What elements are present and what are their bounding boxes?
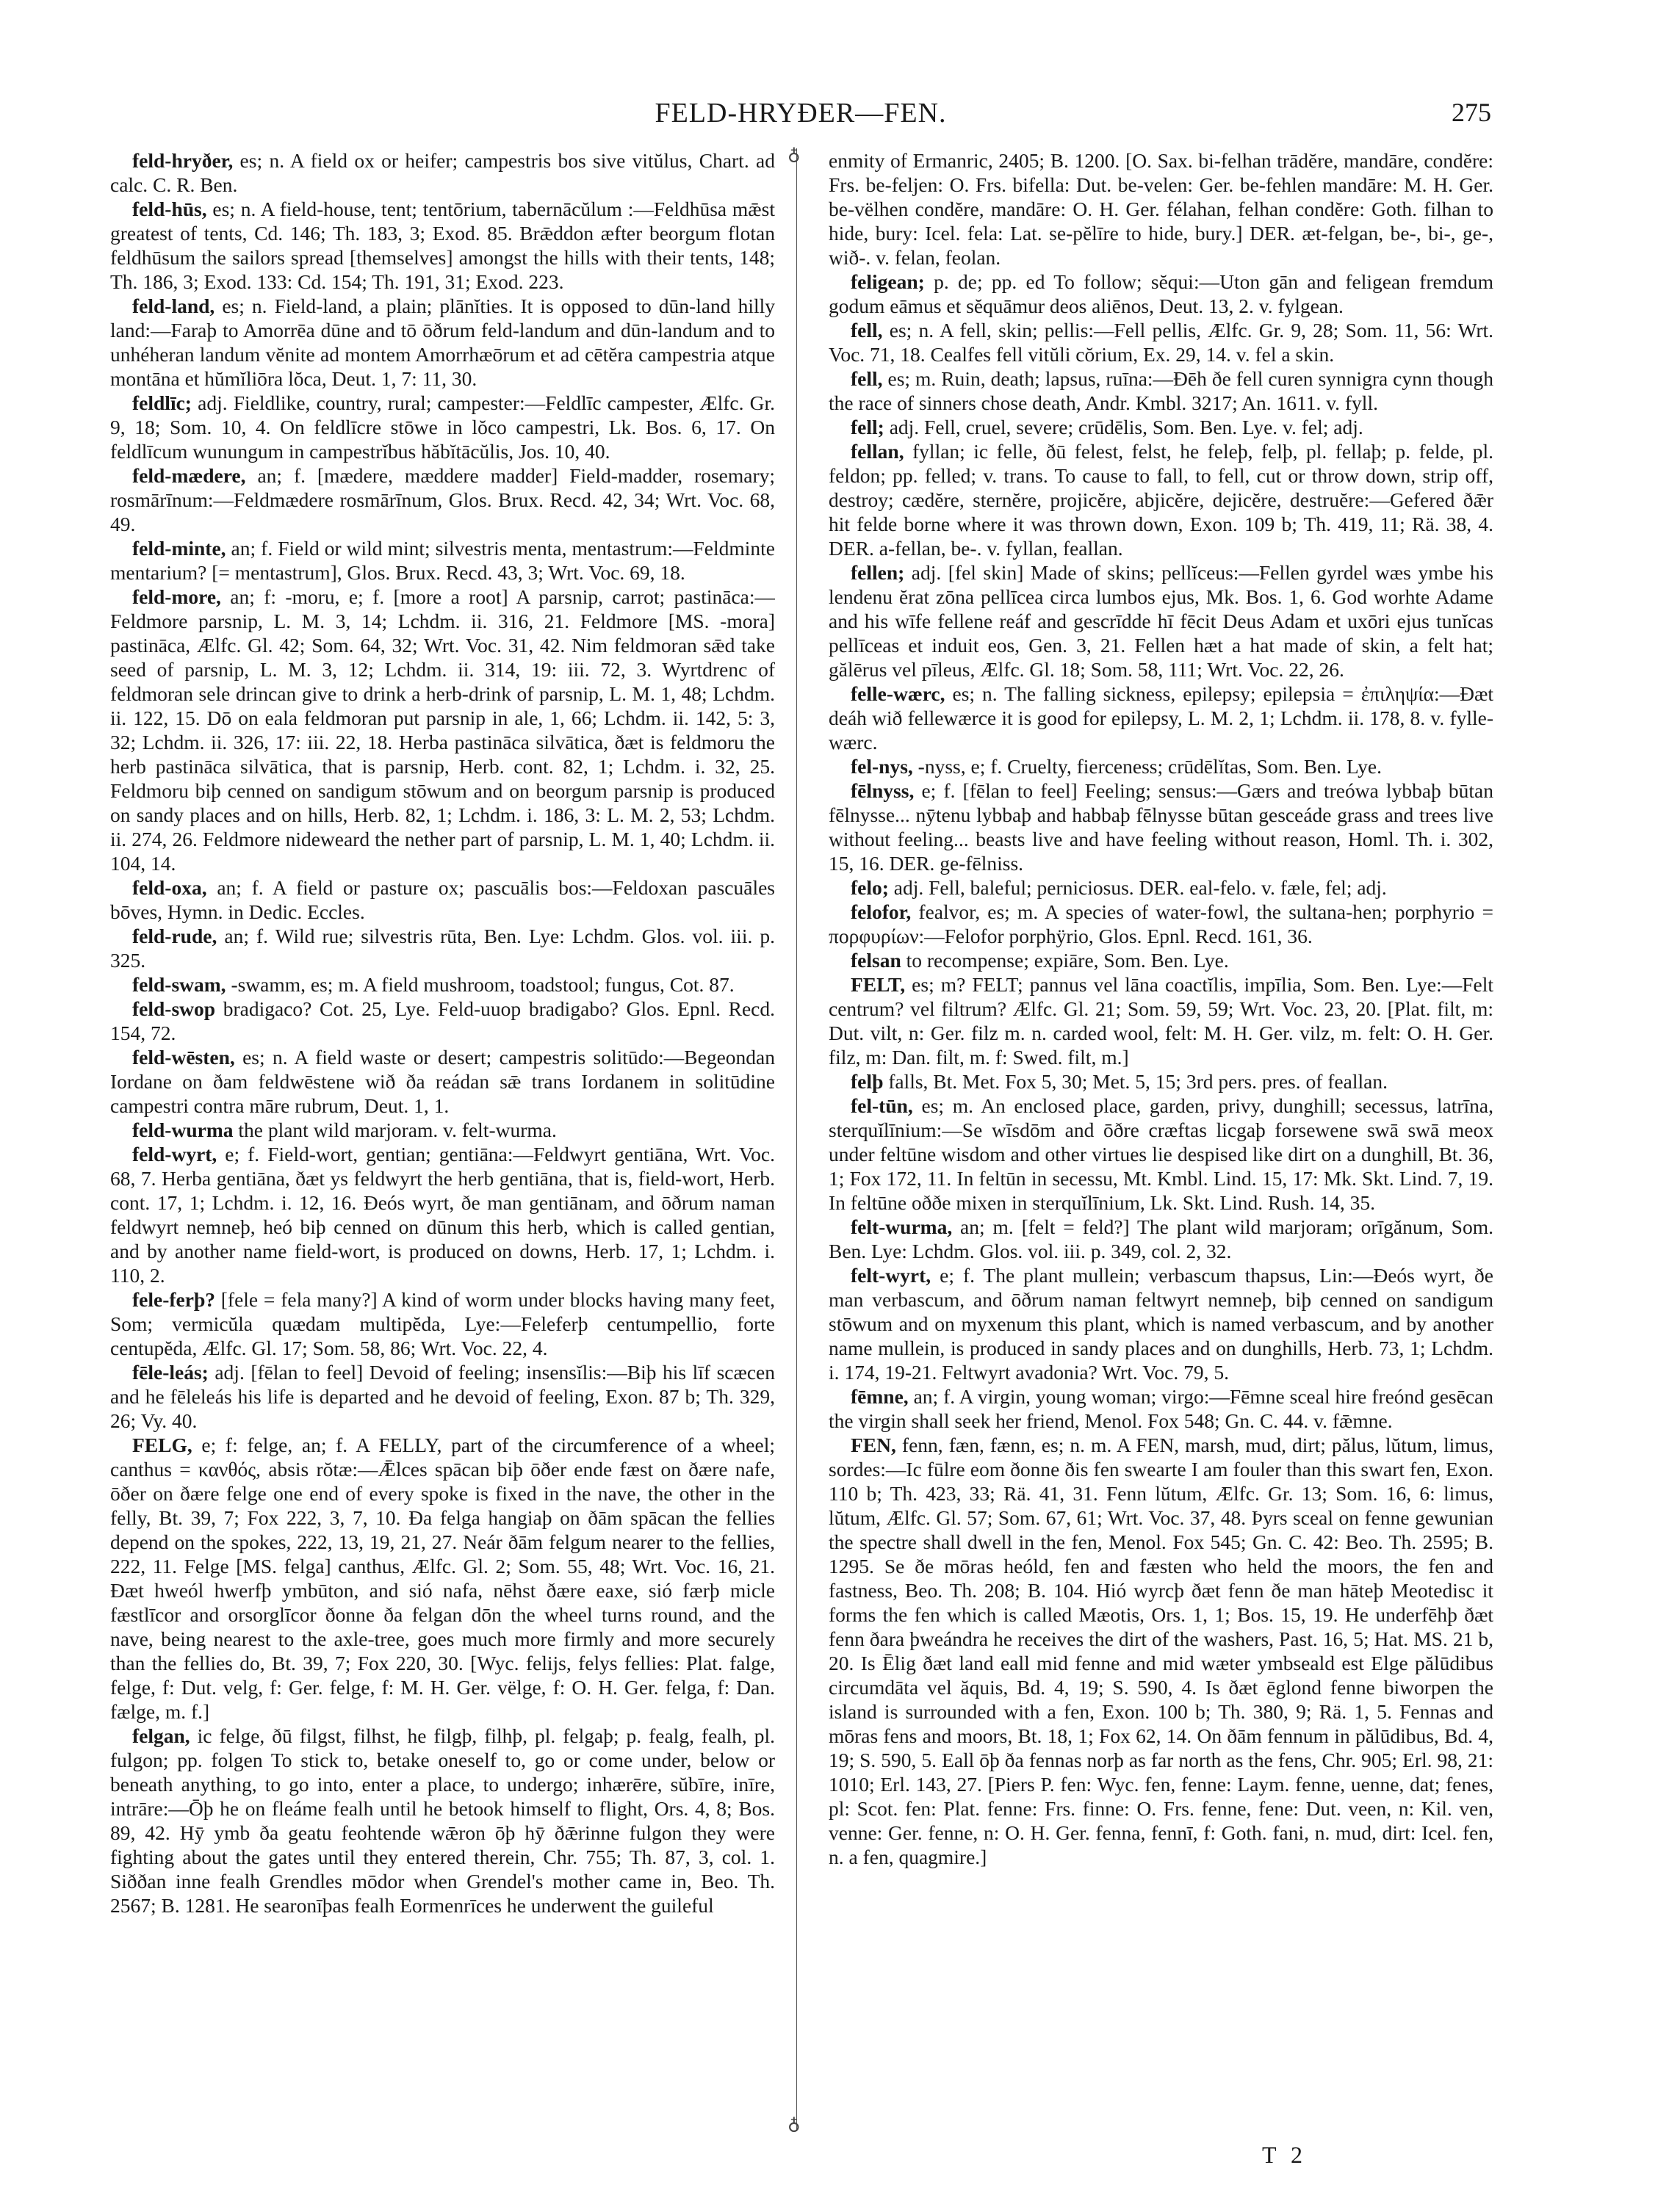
dictionary-entry (110, 585, 775, 875)
dictionary-entry (829, 1094, 1493, 1215)
entry-headword: felo; (851, 876, 889, 899)
dictionary-entry (110, 1433, 775, 1724)
signature-mark: T 2 (1262, 2141, 1307, 2168)
dictionary-entry (110, 1142, 775, 1287)
dictionary-entry (829, 1384, 1493, 1433)
dictionary-entry (110, 148, 775, 197)
entry-definition: adj. [fēlan to feel] Devoid of feeling; insensĭlis:—Biþ his līf scæcen and he fēleleás his life is departed and he devoid of feeling, Exon. 87 b; Th. 329, 26; Vy. 40. (110, 1361, 775, 1432)
entry-headword: feld-rude, (132, 925, 217, 947)
entry-headword: felt-wyrt, (851, 1264, 931, 1287)
dictionary-entry (829, 439, 1493, 560)
entry-headword: felofor, (851, 900, 912, 923)
dictionary-entry (110, 972, 775, 997)
entry-headword: fēlnyss, (851, 779, 915, 802)
dictionary-entry (110, 1360, 775, 1433)
entry-headword: feldlīc; (132, 391, 192, 414)
entry-definition: es; n. Field-land, a plain; plānĭties. It is opposed to dūn-land hilly land:—Faraþ to Amorrēa dūne and tō ōðrum feld-landum and dūn-landum and to unhéheran landum vĕnite ad montem Amorrhæōrum et ad cētĕra campestria atque montāna et hŭmĭliōra lŏca, Deut. 1, 7: 11, 30. (110, 294, 775, 390)
dictionary-entry (110, 997, 775, 1045)
entry-definition: es; m. Ruin, death; lapsus, ruīna:—Ðēh ðe fell curen synnigra cynn though the race of sinners chose death, Andr. Kmbl. 3217; An. 1611. v. fyll. (829, 367, 1493, 414)
dictionary-entry (110, 463, 775, 536)
dictionary-entry (829, 1433, 1493, 1869)
entry-definition: an; m. [felt = feld?] The plant wild marjoram; orīgănum, Som. Ben. Lye: Lchdm. Glos. vol. iii. p. 349, col. 2, 32. (829, 1215, 1493, 1262)
entry-headword: felt-wurma, (851, 1215, 953, 1238)
entry-headword: feld-wyrt, (132, 1143, 217, 1165)
entry-definition: adj. Fell, cruel, severe; crūdēlis, Som. Ben. Lye. v. fel; adj. (884, 416, 1363, 438)
entry-definition: an; f. Wild rue; silvestris rūta, Ben. Lye: Lchdm. Glos. vol. iii. p. 325. (110, 925, 775, 972)
entry-definition: an; f. A field or pasture ox; pascuālis bos:—Feldoxan pascuāles bōves, Hymn. in Dedic. Eccles. (110, 876, 775, 923)
ornament-top-icon: ♁ (787, 145, 801, 165)
entry-definition: -swamm, es; m. A field mushroom, toadstool; fungus, Cot. 87. (226, 973, 735, 996)
entry-definition: an; f. A virgin, young woman; virgo:—Fēmne sceal hire freónd gesēcan the virgin shall seek her friend, Menol. Fox 548; Gn. C. 44. v. fǣmne. (829, 1385, 1493, 1432)
entry-definition: fyllan; ic felle, ðū felest, felst, he feleþ, felþ, pl. fellaþ; p. felde, pl. feldon; pp. felled; v. trans. To cause to fall, to fell, cut or throw down, strip off, destroy; cædĕre, sternĕre, projicĕre, abjicĕre, dejicĕre, destruĕre:—Gefered ðǣr hit felde borne where it was thrown down, Exon. 109 b; Th. 419, 11; Rä. 38, 4. DER. a-fellan, be-. v. fyllan, feallan. (829, 440, 1493, 560)
entry-definition: -nyss, e; f. Cruelty, fierceness; crūdēlĭtas, Som. Ben. Lye. (912, 755, 1383, 778)
entry-headword: feld-more, (132, 585, 221, 608)
entry-definition: an; f. Field or wild mint; silvestris menta, mentastrum:—Feldminte mentarium? [= mentastrum], Glos. Brux. Recd. 43, 3; Wrt. Voc. 69, 18. (110, 537, 775, 584)
dictionary-entry (829, 778, 1493, 875)
dictionary-entry (829, 1215, 1493, 1263)
entry-definition: e; f. [fēlan to feel] Feeling; sensus:—Gærs and treówa lybbaþ būtan fēlnysse... nȳtenu lybbaþ and habbaþ fēlnysse būtan gesceáde grass and trees live without feeling... beasts live and have feeling without reason, Homl. Th. i. 302, 15, 16. DER. ge-fēlniss. (829, 779, 1493, 875)
entry-headword: fell, (851, 319, 883, 341)
entry-definition: [fele = fela many?] A kind of worm under blocks having many feet, Som; vermicŭla quædam multipĕda, Lye:—Feleferþ centumpellio, forte centupĕda, Ælfc. Gl. 17; Som. 58, 86; Wrt. Voc. 22, 4. (110, 1288, 775, 1359)
entry-definition: e; f: felge, an; f. A FELLY, part of the circumference of a wheel; canthus = κανθός, absis rŏtæ:—Ǣlces spācan biþ ōðer ende fæst on ðære nafe, ōðer on ðære felge one end of every spoke is fixed in the nave, the other in the felly, Bt. 39, 7; Fox 222, 3, 7, 10. Ða felga hangiaþ on ðām spācan the fellies depend on the spokes, 222, 13, 19, 21, 27. Neár ðām felgum nearer to the fellies, 222, 11. Felge [MS. felga] canthus, Ælfc. Gl. 2; Som. 55, 48; Wrt. Voc. 16, 21. Ðæt hweól hwerfþ ymbūton, and sió nafa, nēhst ðære eaxe, sió færþ micle fæstlīcor and orsorglīcor ðonne ða felgan dōn the wheel turns round, and the nave, being nearest to the axle-tree, goes much more firmly and more securely than the fellies do, Bt. 39, 7; Fox 220, 30. [Wyc. felijs, felys fellies: Plat. falge, felge, f: Dut. velg, f: Ger. felge, f: M. H. Ger. vëlge, f: O. H. Ger. felga, f: Dan. fælge, m. f.] (110, 1434, 775, 1723)
dictionary-entry (829, 754, 1493, 778)
entry-headword: feld-oxa, (132, 876, 207, 899)
entry-headword: feld-wurma (132, 1118, 234, 1141)
dictionary-entry (829, 900, 1493, 948)
dictionary-entry (829, 270, 1493, 318)
entry-definition: adj. Fieldlike, country, rural; campester:—Feldlīc campester, Ælfc. Gr. 9, 18; Som. 10, 4. On feldlīcre stōwe in lŏco campestri, Lk. Bos. 6, 17. On feldlīcum wunungum in campestrĭbus hăbĭtācŭlis, Jos. 10, 40. (110, 391, 775, 463)
entry-definition: e; f. Field-wort, gentian; gentiāna:—Feldwyrt gentiāna, Wrt. Voc. 68, 7. Herba gentiāna, ðæt ys feldwyrt the herb gentiāna, that is, field-wort, Herb. cont. 17, 1; Lchdm. i. 12, 16. Ðeós wyrt, ðe man gentiānam, and ōðrum naman feldwyrt nemneþ, heó biþ cenned on dūnum this herb, which is called gentian, and by another name field-wort, is produced on downs, Herb. 17, 1; Lchdm. i. 110, 2. (110, 1143, 775, 1287)
entry-headword: FELT, (851, 973, 906, 996)
entry-definition: es; m? FELT; pannus vel lāna coactĭlis, impīlia, Som. Ben. Lye:—Felt centrum? vel filtrum? Ælfc. Gl. 21; Som. 59, 59; Wrt. Voc. 23, 20. [Plat. filt, m: Dut. vilt, n: Ger. filz m. n. carded wool, felt: M. H. Ger. vilz, m. felt: O. H. Ger. filz, m: Dan. filt, m. f: Swed. filt, m.] (829, 973, 1493, 1069)
column-divider (796, 148, 797, 2131)
dictionary-entry (829, 318, 1493, 366)
entry-definition: adj. Fell, baleful; perniciosus. DER. eal-felo. v. fæle, fel; adj. (888, 876, 1387, 899)
dictionary-entry (110, 875, 775, 924)
right-column (829, 148, 1493, 2131)
entry-headword: feld-swam, (132, 973, 226, 996)
entry-definition: an; f: -moru, e; f. [more a root] A parsnip, carrot; pastināca:—Feldmore parsnip, L. M. 3, 14; Lchdm. ii. 316, 21. Feldmore [MS. -mora] pastināca, Ælfc. Gl. 42; Som. 64, 32; Wrt. Voc. 31, 42. Nim feldmoran sǣd take seed of parsnip, L. M. 3, 12; Lchdm. ii. 314, 19: iii. 72, 3. Wyrtdrenc of feldmoran sele drincan give to drink a herb-drink of parsnip, L. M. 1, 48; Lchdm. ii. 122, 15. Dō on eala feldmoran put parsnip in ale, 1, 66; Lchdm. ii. 142, 5: 3, 32; Lchdm. ii. 326, 17: iii. 22, 18. Herba pastināca silvātica, ðæt is feldmoru the herb pastināca silvātica, that is parsnip, Herb. cont. 82, 1; Lchdm. i. 32, 25. Feldmoru biþ cenned on sandigum stōwum and on beorgum parsnip is produced on sandy places and on hills, Herb. 82, 1; Lchdm. i. 186, 3: L. M. 2, 53; Lchdm. ii. 274, 26. Feldmore nideweard the nether part of parsnip, L. M. 1, 40; Lchdm. ii. 104, 14. (110, 585, 775, 875)
entry-definition: es; n. A field ox or heifer; campestris bos sive vitŭlus, Chart. ad calc. C. R. Ben. (110, 149, 775, 196)
ornament-bottom-icon: ♁ (787, 2115, 801, 2134)
entry-definition: es; n. A field-house, tent; tentōrium, tabernācŭlum :—Feldhūsa mǣst greatest of tents, Cd. 146; Th. 183, 3; Exod. 85. Brǣddon æfter beorgum flotan feldhūsum the sailors spread [themselves] amongst the hills with their tents, 148; Th. 186, 3; Exod. 133: Cd. 154; Th. 191, 31; Exod. 223. (110, 198, 775, 293)
entry-definition: es; n. A field waste or desert; campestris solitūdo:—Begeondan Iordane on ðam feldwēstene wið ða reádan sǣ trans Iordanem in solitūdine campestri contra māre rubrum, Deut. 1, 1. (110, 1046, 775, 1117)
dictionary-entry (829, 560, 1493, 682)
entry-headword: felle-wærc, (851, 682, 945, 705)
dictionary-entry (110, 924, 775, 972)
entry-headword: felþ (851, 1070, 884, 1093)
entry-headword: fēle-leás; (132, 1361, 209, 1384)
entry-definition: the plant wild marjoram. v. felt-wurma. (233, 1118, 557, 1141)
entry-definition: p. de; pp. ed To follow; sĕqui:—Uton gān and feligean fremdum godum eāmus et sĕquāmur deos aliēnos, Deut. 13, 2. v. fylgean. (829, 270, 1493, 317)
dictionary-entry (829, 415, 1493, 439)
entry-headword: FEN, (851, 1434, 896, 1456)
entry-headword: fellan, (851, 440, 904, 463)
dictionary-entry (829, 875, 1493, 900)
entry-headword: fel-nys, (851, 755, 913, 778)
entry-definition: enmity of Ermanric, 2405; B. 1200. [O. Sax. bi-felhan trādĕre, mandāre, condĕre: Frs. be-feljen: O. Frs. bifella: Dut. be-velen: Ger. be-fehlen mandāre: M. H. Ger. be-vëlhen condĕre, mandāre: O. H. Ger. félahan, felhan condĕre: Goth. filhan to hide, bury: Icel. fela: Lat. se-pĕlīre to hide, bury.] DER. æt-felgan, be-, bi-, ge-, wið-. v. felan, feolan. (829, 149, 1493, 269)
dictionary-entry (110, 391, 775, 463)
entry-headword: fellen; (851, 561, 905, 584)
dictionary-entry (110, 1287, 775, 1360)
entry-headword: felgan, (132, 1724, 190, 1747)
entry-headword: feld-minte, (132, 537, 226, 560)
entry-definition: es; n. A fell, skin; pellis:—Fell pellis, Ælfc. Gr. 9, 28; Som. 11, 56: Wrt. Voc. 71, 18. Cealfes fell vitŭli cŏrium, Ex. 29, 14. v. fel a skin. (829, 319, 1493, 366)
entry-definition: falls, Bt. Met. Fox 5, 30; Met. 5, 15; 3rd pers. pres. of feallan. (883, 1070, 1388, 1093)
entry-definition: es; n. The falling sickness, epilepsy; epilepsia = ἐπιληψία:—Ðæt deáh wið fellewærce it is good for epilepsy, L. M. 2, 1; Lchdm. ii. 178, 8. v. fylle-wærc. (829, 682, 1493, 753)
entry-definition: bradigaco? Cot. 25, Lye. Feld-uuop bradigabo? Glos. Epnl. Recd. 154, 72. (110, 997, 775, 1044)
dictionary-entry (829, 972, 1493, 1069)
page-header (110, 97, 1491, 134)
dictionary-entry (110, 1724, 775, 1918)
entry-definition: ic felge, ðū filgst, filhst, he filgþ, filhþ, pl. felgaþ; p. fealg, fealh, pl. fulgon; pp. folgen To stick to, betake oneself to, go or come under, below or beneath anything, to go into, enter a place, to undergo; inhærēre, sŭbīre, inīre, intrāre:—Ōþ he on fleáme fealh until he betook himself to flight, Ors. 4, 8; Bos. 89, 42. Hȳ ymb ða geatu feohtende wǣron ōþ hȳ ðǣrinne fulgon they were fighting about the gates until they entered therein, Chr. 755; Th. 87, 3, col. 1. Siððan inne fealh Grendles mōdor when Grendel's mother came in, Beo. Th. 2567; B. 1281. He searonīþas fealh Eormenrīces he underwent the guileful (110, 1724, 775, 1917)
entry-definition: to recompense; expiāre, Som. Ben. Lye. (901, 949, 1229, 972)
entry-headword: feligean; (851, 270, 925, 293)
dictionary-entry (110, 1045, 775, 1118)
entry-headword: fēmne, (851, 1385, 909, 1408)
entry-headword: fell, (851, 367, 883, 390)
entry-headword: fele-ferþ? (132, 1288, 215, 1311)
entry-headword: fel-tūn, (851, 1094, 913, 1117)
entry-headword: feld-mædere, (132, 464, 246, 487)
entry-definition: adj. [fel skin] Made of skins; pellĭceus:—Fellen gyrdel wæs ymbe his lendenu ĕrat zōna pellīcea circa lumbos ejus, Mk. Bos. 1, 6. God worhte Adame and his wīfe fellene reáf and gescrīdde hī fēcit Deus Adam et uxōri ejus tunĭcas pellīceas et induit eos, Gen. 3, 21. Fellen hæt a hat made of skin, a felt hat; gălērus vel pīleus, Ælfc. Gl. 18; Som. 58, 111; Wrt. Voc. 22, 26. (829, 561, 1493, 681)
entry-definition: fealvor, es; m. A species of water-fowl, the sultana-hen; porphyrio = πορφυρίων:—Felofor porphÿrio, Glos. Epnl. Recd. 161, 36. (829, 900, 1493, 947)
page-number: 275 (1452, 98, 1491, 127)
entry-headword: feld-hryðer, (132, 149, 234, 172)
dictionary-entry (110, 1118, 775, 1142)
entry-definition: es; m. An enclosed place, garden, privy, dunghill; secessus, latrīna, sterquĭlīnium:—Se wīsdōm and ōðre cræftas licgaþ forsewene swā swā meox under feltūne wisdom and other virtues lie despised like dirt on a dunghill, Bt. 36, 1; Fox 172, 11. In feltūn in secessu, Mt. Kmbl. Lind. 15, 17: Mk. Skt. Lind. 7, 19. In feltūne oððe mixen in sterquĭlīnium, Lk. Skt. Lind. Rush. 14, 35. (829, 1094, 1493, 1214)
dictionary-entry (829, 948, 1493, 972)
dictionary-entry (110, 536, 775, 585)
entry-headword: felsan (851, 949, 901, 972)
entry-headword: feld-swop (132, 997, 216, 1020)
dictionary-entry (829, 1069, 1493, 1094)
entry-definition: e; f. The plant mullein; verbascum thapsus, Lin:—Ðeós wyrt, ðe man verbascum, and ōðrum naman feltwyrt nemneþ, biþ cenned on sandigum stōwum and on myxenum this plant, which is named verbascum, and by another name mullein, is produced in sandy places and on dunghills, Herb. 73, 1; Lchdm. i. 174, 19-21. Feltwyrt avadonia? Wrt. Voc. 79, 5. (829, 1264, 1493, 1384)
entry-definition: fenn, fæn, fænn, es; n. m. A FEN, marsh, mud, dirt; pălus, lŭtum, limus, sordes:—Ic fūlre eom ðonne ðis fen swearte I am fouler than this swart fen, Exon. 110 b; Th. 423, 33; Rä. 41, 31. Fenn lŭtum, Ælfc. Gr. 13; Som. 16, 6: limus, lŭtum, Ælfc. Gl. 57; Som. 67, 61; Wrt. Voc. 37, 48. Þyrs sceal on fenne gewunian the spectre shall dwell in the fen, Menol. Fox 545; Gn. C. 42: Beo. Th. 2595; B. 1295. Se ðe mōras heóld, fen and fæsten who held the moors, the fen and fastness, Beo. Th. 208; B. 104. Hió wyrcþ ðæt fenn ðe man hāteþ Meotedisc it forms the fen which is called Mæotis, Ors. 1, 1; Bos. 15, 19. He underfēhþ ðæt fenn ðara þweándra he receives the dirt of the washers, Past. 16, 5; Hat. MS. 21 b, 20. Is Ēlig ðæt land eall mid fenne and mid wæter ymbseald est Elge pălūdibus circumdāta vel ăquis, Bd. 4, 19; S. 590, 4. Is ðæt ēglond fenne biworpen the island is surrounded with a fen, Exon. 100 b; Th. 380, 9; Rä. 1, 5. Fennas and mōras fens and moors, Bt. 18, 1; Fox 62, 14. On ðām fennum in pălūdibus, Bd. 4, 19; S. 590, 5. Eall ōþ ða fennas norþ as far north as the fens, Chr. 905; Erl. 98, 21: 1010; Erl. 143, 27. [Piers P. fen: Wyc. fen, fenne: Laym. fenne, uenne, dat; fenes, pl: Scot. fen: Plat. fenne: Frs. finne: O. Frs. fenne, fene: Dut. veen, n: Kil. ven, venne: Ger. fenne, n: O. H. Ger. fenna, fennī, f: Goth. fani, n. mud, dirt: Icel. fen, n. a fen, quagmire.] (829, 1434, 1493, 1868)
left-column (110, 148, 775, 2131)
entry-headword: feld-land, (132, 294, 215, 317)
entry-definition: an; f. [mædere, mæddere madder] Field-madder, rosemary; rosmārīnum:—Feldmædere rosmārīnum, Glos. Brux. Recd. 42, 34; Wrt. Voc. 68, 49. (110, 464, 775, 535)
dictionary-entry (829, 366, 1493, 415)
entry-headword: FELG, (132, 1434, 192, 1456)
running-title: FELD-HRYÐER—FEN. (655, 98, 947, 129)
entry-headword: feld-wēsten, (132, 1046, 235, 1069)
entry-headword: feld-hūs, (132, 198, 207, 220)
entry-headword: fell; (851, 416, 884, 438)
dictionary-entry (829, 1263, 1493, 1384)
dictionary-entry (110, 197, 775, 294)
dictionary-entry (110, 294, 775, 391)
dictionary-entry (829, 148, 1493, 270)
dictionary-entry (829, 682, 1493, 754)
